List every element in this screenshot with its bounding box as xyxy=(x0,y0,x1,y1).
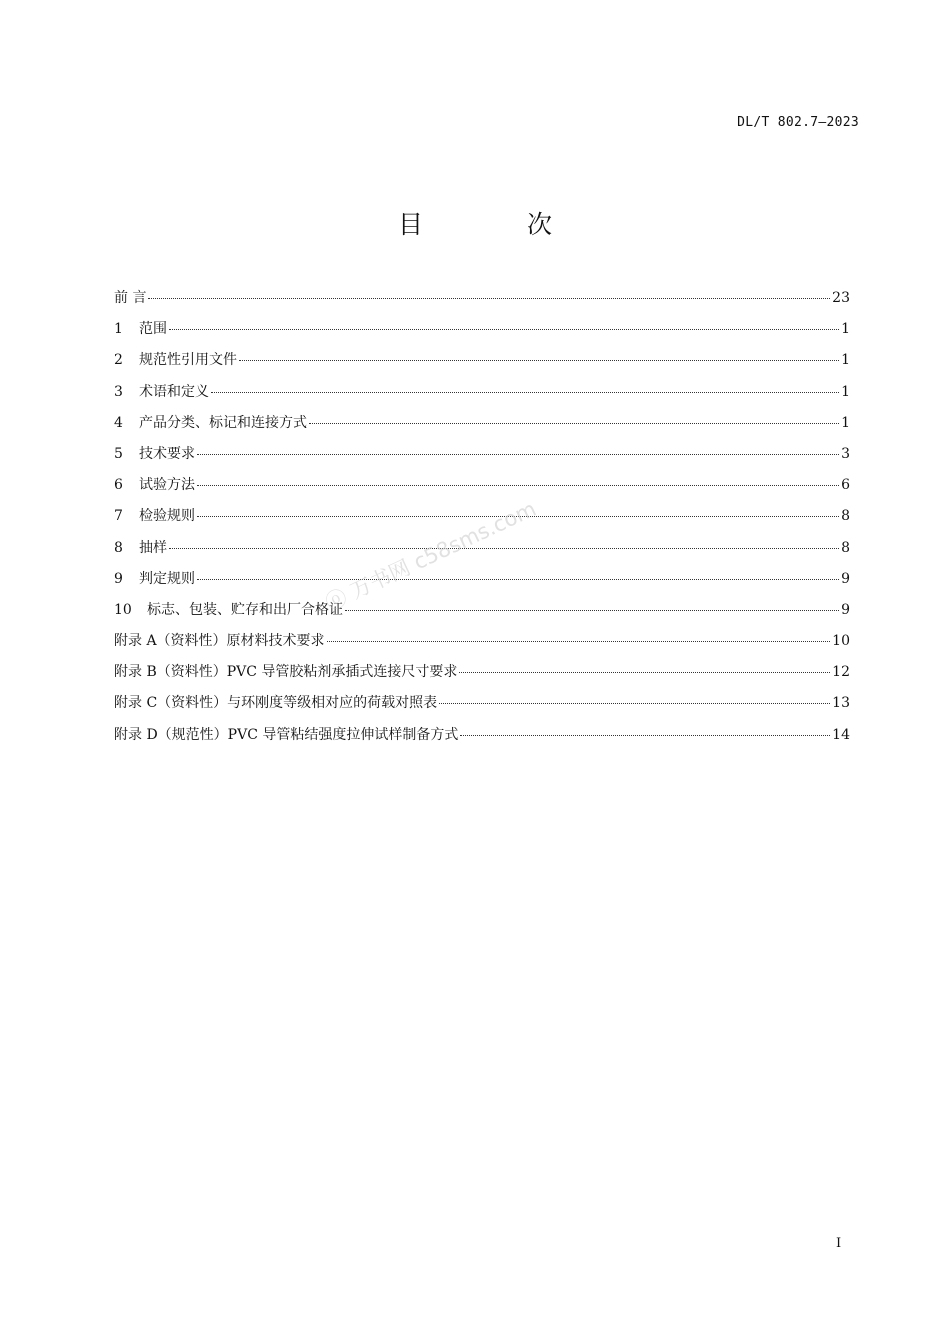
toc-entry-appendix-b[interactable] xyxy=(114,661,850,692)
dot-leader xyxy=(345,610,839,611)
toc-entry-page: 9 xyxy=(841,570,850,587)
toc-entry-label: 范围 xyxy=(139,321,167,338)
dot-leader xyxy=(197,454,839,455)
toc-entry-appendix-d[interactable] xyxy=(114,724,850,755)
toc-entry-label: 标志、包装、贮存和出厂合格证 xyxy=(147,601,343,618)
toc-entry-label: 附录 C（资料性）与环刚度等级相对应的荷载对照表 xyxy=(114,695,438,712)
toc-entry-page: 14 xyxy=(832,726,850,743)
toc-entry-6[interactable] xyxy=(114,474,850,505)
toc-entry-label: 规范性引用文件 xyxy=(139,352,237,369)
toc-entry-2[interactable] xyxy=(114,349,850,380)
toc-entry-appendix-a[interactable] xyxy=(114,630,850,661)
toc-entry-label: 附录 D（规范性）PVC 导管粘结强度拉伸试样制备方式 xyxy=(114,726,459,743)
toc-entry-label: 抽样 xyxy=(139,539,167,556)
dot-leader xyxy=(148,298,830,299)
toc-entry-number: 6 xyxy=(114,477,123,494)
toc-entry-number: 5 xyxy=(114,445,123,462)
toc-entry-3[interactable] xyxy=(114,381,850,412)
dot-leader xyxy=(439,703,830,704)
dot-leader xyxy=(169,329,839,330)
toc-entry-page: 1 xyxy=(841,352,850,369)
toc-entry-label: 附录 A（资料性）原材料技术要求 xyxy=(114,633,325,650)
toc-entry-page: 12 xyxy=(832,664,850,681)
toc-entry-9[interactable] xyxy=(114,568,850,599)
dot-leader xyxy=(239,360,839,361)
toc-entry-page: 6 xyxy=(841,477,850,494)
toc-entry-page: 10 xyxy=(832,633,850,650)
toc-entry-label: 前 言 xyxy=(114,290,147,306)
toc-entry-page: 1 xyxy=(841,321,850,338)
toc-entry-number: 2 xyxy=(114,352,123,369)
toc-entry-label: 技术要求 xyxy=(139,445,195,462)
toc-entry-number: 1 xyxy=(114,321,123,338)
toc-entry-foreword[interactable] xyxy=(114,287,850,318)
toc-entry-label: 附录 B（资料性）PVC 导管胶粘剂承插式连接尺寸要求 xyxy=(114,664,458,681)
toc-entry-label: 判定规则 xyxy=(139,570,195,587)
toc-entry-label: 试验方法 xyxy=(139,477,195,494)
toc-entry-page: 1 xyxy=(841,414,850,431)
toc-entry-page: 8 xyxy=(841,508,850,525)
toc-entry-page: 13 xyxy=(832,695,850,712)
toc-entry-number: 8 xyxy=(114,539,123,556)
toc-entry-number: 3 xyxy=(114,383,123,400)
toc-entry-appendix-c[interactable] xyxy=(114,692,850,723)
toc-entry-number: 10 xyxy=(114,601,132,618)
page-number: I xyxy=(836,1236,842,1251)
toc-entry-number: 9 xyxy=(114,570,123,587)
toc-entry-4[interactable] xyxy=(114,412,850,443)
dot-leader xyxy=(211,392,839,393)
page-title: 目 次 xyxy=(398,210,600,239)
toc-entry-page: 8 xyxy=(841,539,850,556)
toc-entry-number: 4 xyxy=(114,414,123,431)
toc-entry-page: 23 xyxy=(832,290,850,306)
dot-leader xyxy=(327,641,831,642)
dot-leader xyxy=(309,423,839,424)
toc-entry-label: 术语和定义 xyxy=(139,383,209,400)
toc-entry-5[interactable] xyxy=(114,443,850,474)
toc-entry-page: 9 xyxy=(841,601,850,618)
dot-leader xyxy=(459,672,830,673)
dot-leader xyxy=(169,548,839,549)
dot-leader xyxy=(460,735,830,736)
dot-leader xyxy=(197,485,839,486)
toc-entry-label: 检验规则 xyxy=(139,508,195,525)
toc-entry-page: 3 xyxy=(841,445,850,462)
dot-leader xyxy=(197,579,839,580)
toc-entry-label: 产品分类、标记和连接方式 xyxy=(139,414,307,431)
toc-entry-page: 1 xyxy=(841,383,850,400)
watermark: ⓞ 万书网 c58sms.com xyxy=(321,496,540,616)
toc-entry-1[interactable] xyxy=(114,318,850,349)
standard-code: DL/T 802.7—2023 xyxy=(737,115,859,130)
toc-entry-10[interactable] xyxy=(114,599,850,630)
toc-entry-number: 7 xyxy=(114,508,123,525)
